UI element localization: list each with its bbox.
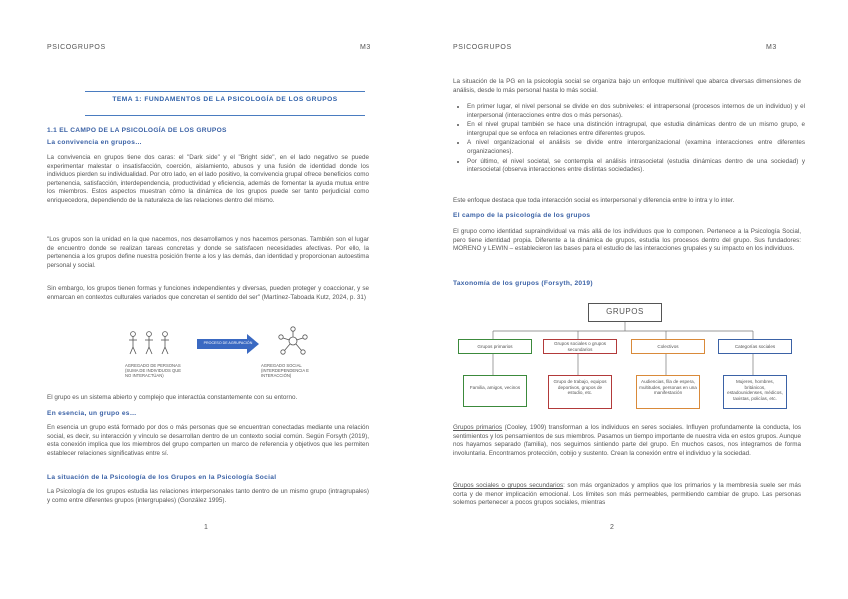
- category-label: Grupos sociales o grupos secundarios: [553, 341, 607, 352]
- levels-list: [453, 103, 805, 176]
- separate-people-icon: [129, 332, 169, 354]
- desc-node-primarios: [463, 375, 527, 407]
- paragraph-quote: "Los grupos son la unidad en la que nacemos, nos desarrollamos y nos hacemos personas. También son el lugar de encuentro donde se realizan tareas concretas y donde se satisfacen necesidades afectivas. Por ello, la pertenencia a los grupos define nuestra posición frente a los y las demás, dan identidad y proporcionan autoestima personal y social.: [47, 236, 369, 269]
- paragraph-convivencia: La convivencia en grupos tiene dos caras: el "Dark side" y el "Bright side", en el lado negativo se puede experimentar malestar o insatisfacción, coerción, aislamiento, abusos y una fusión de identidad donde los individuos pierden su individualidad. Por otro lado, en el lado positivo, la convivencia grupal ofrece beneficios como pertenencia, satisfacción, interdependencia, productividad y eficiencia, además de fomentar la ayuda mutua entre los miembros. Estos aspectos muestran cómo la dinámica de los grupos puede ser tanto perjudicial como enriquecedora, dependiendo de la naturaleza de las relaciones dentro del mismo.: [47, 154, 369, 204]
- subheading-esencia: En esencia, un grupo es…: [47, 410, 137, 417]
- page-number: 1: [204, 524, 208, 531]
- list-item: • Por último, el nivel societal, se contempla el análisis intrasocietal (estudia dinámicas dentro de una sociedad) y intersocietal (observa interacciones entre distintas sociedades).: [467, 158, 805, 175]
- category-node-secundarios: [543, 339, 617, 354]
- list-item: • En el nivel grupal también se hace una distinción intragrupal, que estudia dinámicas dentro de un mismo grupo, e intergrupal que se enfoca en relaciones entre diferentes grupos.: [467, 121, 805, 138]
- paragraph-quote-cont: Sin embargo, los grupos tienen formas y funciones independientes y diversas, pueden proteger y coaccionar, y se enmarcan en contextos culturales variados que concretan el sentido del ser" (Martínez-Taboada Kutz, 2024, p. 31): [47, 285, 369, 301]
- category-desc: Mujeres, hombres, británicos, estadounidenses, médicos, taxistas, policías, etc.: [727, 379, 783, 401]
- subheading-convivencia: La convivencia en grupos…: [47, 139, 143, 146]
- paragraph-esencia: En esencia un grupo está formado por dos o más personas que se encuentran conectadas mediante una relación social, es decir, su interacción y vínculo se desarrollan dentro de un contexto social común. Según Forsyth (2019), esta conexión implica que los miembros del grupo comparten un marco de referencia y objetivos que les permiten establecer relaciones significativas entre sí.: [47, 424, 369, 457]
- category-node-categorias: [718, 339, 792, 354]
- right-caption: AGREGADO SOCIAL (INTERDEPENDENCIA E INTERACCIÓN): [261, 363, 309, 378]
- desc-node-secundarios: [548, 375, 612, 409]
- category-node-colectivos: [631, 339, 705, 354]
- subheading-campo: El campo de la psicología de los grupos: [453, 212, 591, 219]
- category-label: Grupos primarios: [477, 344, 513, 349]
- header-right: M3: [766, 44, 777, 51]
- category-desc: Audiencias, fila de espera, multitudes, personas en una manifestación: [639, 379, 697, 396]
- subheading-situacion: La situación de la Psicología de los Grupos en la Psicología Social: [47, 474, 277, 481]
- network-people-icon: [279, 327, 307, 354]
- taxonomy-diagram: [453, 295, 801, 420]
- title-rule-top: [85, 91, 365, 92]
- desc-node-colectivos: [636, 375, 700, 409]
- title-rule-bottom: [85, 115, 365, 116]
- category-desc: Grupo de trabajo, equipos deportivos, grupos de estudio, etc.: [553, 379, 607, 396]
- grouping-figure: [125, 325, 325, 385]
- term-primarios: Grupos primarios: [453, 424, 503, 431]
- header-right: M3: [360, 44, 371, 51]
- paragraph-primarios: [453, 424, 801, 458]
- term-secundarios: Grupos sociales o grupos secundarios: [453, 482, 564, 489]
- category-label: Categorías sociales: [734, 344, 776, 349]
- paragraph-campo: El grupo como identidad supraindividual va más allá de los individuos que lo componen. Pertenece a la Psicología Social, pero tiene identidad propia. Diferente a la dinámica de grupos, estudia los procesos dentro del grupo. Sus fundadores: MORENO y LEWIN – establecieron las bases para el estudio de las interacciones grupales y su impacto en los individuos.: [453, 228, 801, 253]
- root-label: GRUPOS: [606, 307, 644, 316]
- list-item: • En primer lugar, el nivel personal se divide en dos subniveles: el intrapersonal (procesos internos de un individuo) y el interpersonal (interacciones entre dos o más personas).: [467, 103, 805, 120]
- page-number: 2: [610, 524, 614, 531]
- paragraph-sistema: El grupo es un sistema abierto y complejo que interactúa constantemente con su entorno.: [47, 394, 298, 401]
- page-2: [424, 0, 848, 599]
- arrow-label: PROCESO DE AGRUPACIÓN: [203, 341, 253, 345]
- category-label: Colectivos: [657, 344, 679, 349]
- desc-node-categorias: [723, 375, 787, 409]
- primarios-text: (Cooley, 1909) transforman a los individuos en seres sociales. Influyen profundamente la conducta, los sentimientos y los pensamientos de sus miembros. Pasamos un tiempo importante de nuestra vida en estos grupos. Aunque nos hayamos separado (familia), nos seguimos sintiendo parte del grupo. En muchos casos, nos integramos de forma involuntaria. Encontramos protección, cobijo y sustento. Crean la conexión entre el individuo y la sociedad.: [453, 424, 801, 457]
- section-heading: 1.1 EL CAMPO DE LA PSICOLOGÍA DE LOS GRUPOS: [47, 127, 227, 134]
- header-left: PSICOGRUPOS: [453, 44, 512, 51]
- secundarios-text: : son más organizados y amplios que los primarios y la membresía suele ser más corta y de menor implicación emocional. Los límites son más permeables, permitiendo cambiar de grupo. Las personas solemos pertenecer a pocos grupos sociales, mientras: [453, 482, 801, 507]
- header-left: PSICOGRUPOS: [47, 44, 106, 51]
- paragraph-enfoque: Este enfoque destaca que toda interacción social es interpersonal y diferencia entre lo intra y lo inter.: [453, 197, 735, 204]
- paragraph-secundarios: [453, 482, 801, 508]
- subheading-taxonomia: Taxonomía de los grupos (Forsyth, 2019): [453, 280, 593, 287]
- page-title: TEMA 1: FUNDAMENTOS DE LA PSICOLOGÍA DE LOS GRUPOS: [112, 96, 338, 103]
- root-node: [588, 303, 662, 322]
- category-node-primarios: [458, 339, 532, 354]
- list-item: • A nivel organizacional el análisis se divide entre interorganizacional (examina interacciones entre diferentes organizaciones).: [467, 139, 805, 156]
- left-caption: AGREGADO DE PERSONAS (SUMA DE INDIVIDUOS QUE NO INTERACTÚAN): [125, 363, 182, 378]
- category-desc: Familia, amigos, vecinos: [469, 385, 521, 390]
- paragraph-multinivel: La situación de la PG en la psicología social se organiza bajo un enfoque multinivel que abarca diversas dimensiones de análisis, desde lo más personal hasta lo más social.: [453, 78, 801, 94]
- paragraph-situacion: La Psicología de los grupos estudia las relaciones interpersonales tanto dentro de un mismo grupo (intragrupales) y como entre diferentes grupos (intergrupales) (González 1995).: [47, 488, 369, 504]
